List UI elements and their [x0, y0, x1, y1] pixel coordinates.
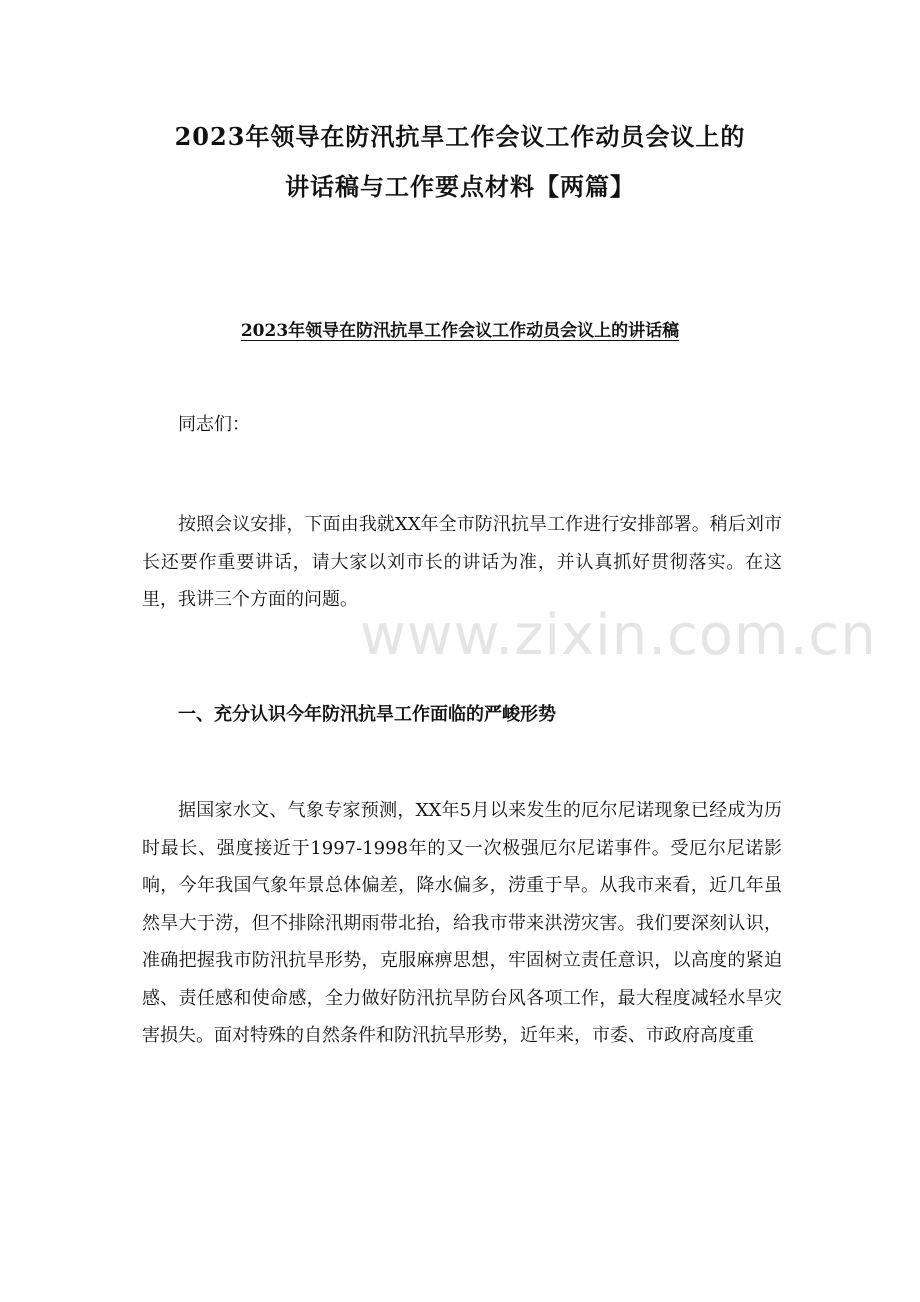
paragraph-intro: 按照会议安排，下面由我就XX年全市防汛抗旱工作进行安排部署。稍后刘市长还要作重要讲话，请大家以刘市长的讲话为准，并认真抓好贯彻落实。在这里，我讲三个方面的问题。	[142, 514, 782, 610]
salutation: 同志们：	[178, 414, 250, 435]
document-title	[110, 112, 810, 212]
title-line-2: 讲话稿与工作要点材料【两篇】	[285, 172, 635, 201]
paragraph-situation: 据国家水文、气象专家预测，XX年5月以来发生的厄尔尼诺现象已经成为历时最长、强度接近于1997-1998年的又一次极强厄尔尼诺事件。受厄尔尼诺影响，今年我国气象年景总体偏差，降水偏多，涝重于旱。从我市来看，近几年虽然旱大于涝，但不排除汛期雨带北抬，给我市带来洪涝灾害。我们要深刻认识，准确把握我市防汛抗旱形势，克服麻痹思想，牢固树立责任意识，以高度的紧迫感、责任感和使命感，全力做好防汛抗旱防台风各项工作，最大程度减轻水旱灾害损失。面对特殊的自然条件和防汛抗旱形势，近年来，市委、市政府高度重	[142, 800, 782, 1046]
title-line-1: 2023年领导在防汛抗旱工作会议工作动员会议上的	[174, 122, 746, 151]
watermark: www.zixin.com.cn	[360, 603, 877, 668]
speech-subtitle: 2023年领导在防汛抗旱工作会议工作动员会议上的讲话稿	[240, 321, 680, 341]
section-heading-1: 一、充分认识今年防汛抗旱工作面临的严峻形势	[178, 704, 556, 725]
